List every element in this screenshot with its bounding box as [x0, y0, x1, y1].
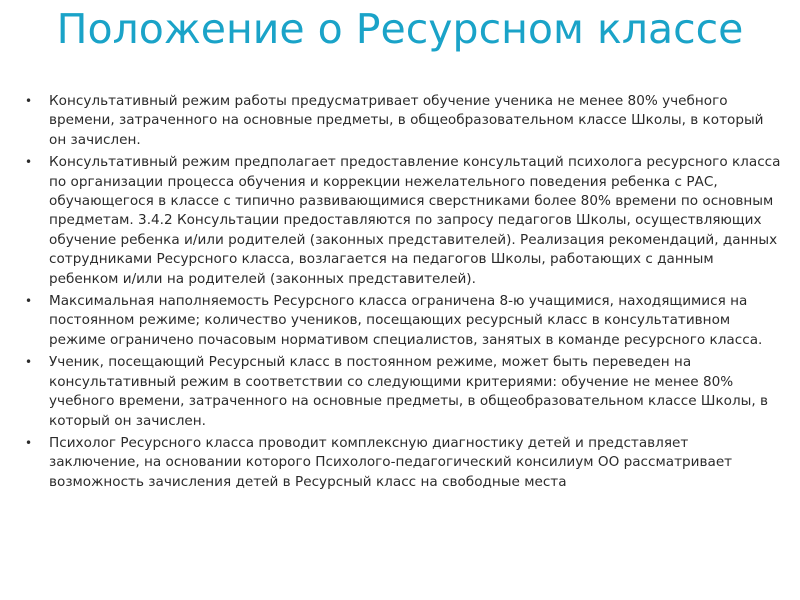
bullet-text: Консультативный режим работы предусматривает обучение ученика не менее 80% учебного времени, затраченного на основные предметы, в общеобразовательном классе Школы, в который он зачислен.	[49, 93, 764, 148]
bullet-item	[22, 292, 782, 350]
bullet-text: Консультативный режим предполагает предоставление консультаций психолога ресурсного класса по организации процесса обучения и коррекции нежелательного поведения ребенка с РАС, обучающегося в классе с типично развивающимися сверстниками более 80% времени по основным предметам. 3.4.2 Консультации предоставляются по запросу педагогов Школы, осуществляющих обучение ребенка и/или родителей (законных представителей). Реализация рекомендаций, данных сотрудниками Ресурсного класса, возлагается на педагогов Школы, работающих с данным ребенком и/или на родителей (законных представителей).	[49, 154, 781, 287]
bullet-text: Психолог Ресурсного класса проводит комплексную диагностику детей и представляет заключение, на основании которого Психолого-педагогический консилиум ОО рассматривает возможность зачисления детей в Ресурсный класс на свободные места	[49, 434, 733, 490]
bullet-text: Максимальная наполняемость Ресурсного класса ограничена 8-ю учащимися, находящимися на постоянном режиме; количество учеников, посещающих ресурсный класс в консультативном режиме ограничено почасовым нормативом специалистов, занятых в команде ресурсного класса.	[49, 293, 763, 348]
bullet-item	[22, 434, 782, 492]
bullet-item	[22, 92, 782, 150]
bullet-icon: •	[25, 435, 33, 450]
bullet-item	[22, 153, 782, 289]
bullet-item	[22, 353, 782, 431]
bullet-icon: •	[25, 294, 33, 309]
bullet-icon: •	[25, 355, 33, 370]
bullet-list	[22, 92, 782, 495]
bullet-text: Ученик, посещающий Ресурсный класс в постоянном режиме, может быть переведен на консультативный режим в соответствии со следующими критериями: обучение не менее 80% учебного времени, затраченного на основные предметы, в общеобразовательном классе Школы, в который он зачислен.	[49, 354, 769, 429]
bullet-icon: •	[25, 155, 33, 170]
slide-title: Положение о Ресурсном классе	[56, 5, 744, 53]
bullet-icon: •	[25, 94, 33, 108]
